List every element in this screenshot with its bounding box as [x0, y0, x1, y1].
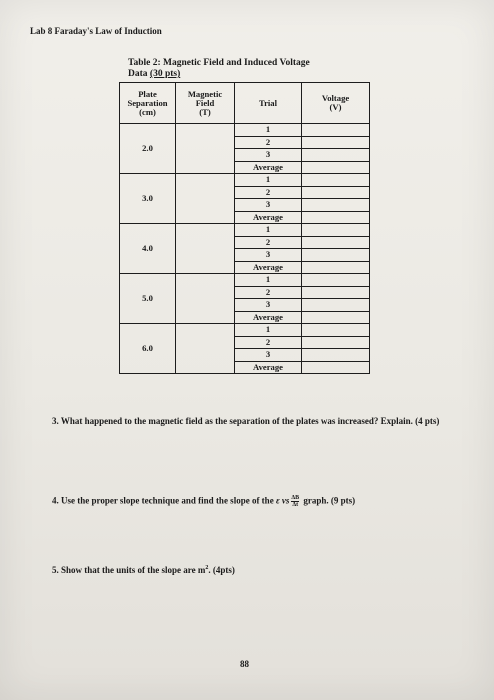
voltage-cell[interactable] [302, 336, 370, 349]
table-row [120, 274, 370, 287]
trial-cell: 3 [235, 199, 302, 212]
magnetic-field-cell[interactable] [176, 224, 235, 274]
voltage-cell[interactable] [302, 211, 370, 224]
trial-cell: 2 [235, 186, 302, 199]
frac-denominator: Δt [292, 502, 299, 508]
table-caption [128, 58, 310, 80]
separation-cell: 6.0 [120, 324, 176, 374]
q4-text-end: graph. (9 pts) [301, 495, 356, 506]
table-row [120, 224, 370, 237]
magnetic-field-cell[interactable] [176, 274, 235, 324]
trial-cell: 1 [235, 124, 302, 137]
voltage-cell[interactable] [302, 361, 370, 374]
table-row [120, 174, 370, 187]
delta-b-over-delta-t [291, 495, 299, 508]
caption-points: (30 pts) [149, 69, 181, 79]
question-3: 3. What happened to the magnetic field as the separation of the plates was increased? Explain. (4 pts) [52, 416, 440, 426]
separation-cell: 5.0 [120, 274, 176, 324]
q5-text-start: 5. Show that the units of the slope are m [52, 565, 206, 575]
voltage-cell[interactable] [302, 161, 370, 174]
question-4 [52, 495, 355, 508]
caption-line-1: Table 2: Magnetic Field and Induced Voltage [128, 58, 310, 68]
q4-symbol: ε vs [275, 495, 290, 506]
trial-cell: Average [235, 211, 302, 224]
voltage-cell[interactable] [302, 149, 370, 162]
voltage-cell[interactable] [302, 249, 370, 262]
trial-cell: 3 [235, 249, 302, 262]
voltage-cell[interactable] [302, 174, 370, 187]
trial-cell: 1 [235, 324, 302, 337]
voltage-cell[interactable] [302, 224, 370, 237]
magnetic-field-cell[interactable] [176, 124, 235, 174]
voltage-cell[interactable] [302, 136, 370, 149]
header-plate-separation: Plate Separation (cm) [120, 83, 176, 124]
frac-numerator: ΔB [291, 495, 300, 501]
page-number: 88 [240, 659, 249, 669]
voltage-cell[interactable] [302, 199, 370, 212]
magnetic-field-cell[interactable] [176, 324, 235, 374]
trial-cell: 3 [235, 149, 302, 162]
separation-cell: 2.0 [120, 124, 176, 174]
question-5 [52, 563, 235, 576]
q5-text-end: . (4pts) [208, 565, 235, 575]
caption-prefix: Data [128, 69, 150, 79]
voltage-cell[interactable] [302, 286, 370, 299]
trial-cell: 2 [235, 136, 302, 149]
trial-cell: Average [235, 361, 302, 374]
trial-cell: 3 [235, 349, 302, 362]
trial-cell: Average [235, 261, 302, 274]
trial-cell: 1 [235, 224, 302, 237]
table-header-row [120, 83, 370, 124]
page-header: Lab 8 Faraday's Law of Induction [30, 26, 162, 36]
voltage-cell[interactable] [302, 349, 370, 362]
caption-line-2 [128, 69, 310, 80]
trial-cell: Average [235, 161, 302, 174]
trial-cell: Average [235, 311, 302, 324]
magnetic-field-cell[interactable] [176, 174, 235, 224]
separation-cell: 4.0 [120, 224, 176, 274]
header-magnetic-field: Magnetic Field (T) [176, 83, 235, 124]
voltage-cell[interactable] [302, 311, 370, 324]
trial-cell: 1 [235, 174, 302, 187]
header-voltage: Voltage (V) [302, 83, 370, 124]
table-body [120, 124, 370, 374]
voltage-cell[interactable] [302, 261, 370, 274]
voltage-cell[interactable] [302, 236, 370, 249]
voltage-cell[interactable] [302, 124, 370, 137]
trial-cell: 2 [235, 336, 302, 349]
separation-cell: 3.0 [120, 174, 176, 224]
trial-cell: 2 [235, 236, 302, 249]
table-row [120, 324, 370, 337]
voltage-cell[interactable] [302, 186, 370, 199]
q4-text-start: 4. Use the proper slope technique and find the slope of the [52, 495, 276, 506]
trial-cell: 3 [235, 299, 302, 312]
voltage-cell[interactable] [302, 324, 370, 337]
q5-superscript: 2 [205, 565, 209, 571]
table-row [120, 124, 370, 137]
header-trial: Trial [235, 83, 302, 124]
trial-cell: 1 [235, 274, 302, 287]
voltage-cell[interactable] [302, 274, 370, 287]
trial-cell: 2 [235, 286, 302, 299]
data-table [119, 82, 370, 374]
voltage-cell[interactable] [302, 299, 370, 312]
